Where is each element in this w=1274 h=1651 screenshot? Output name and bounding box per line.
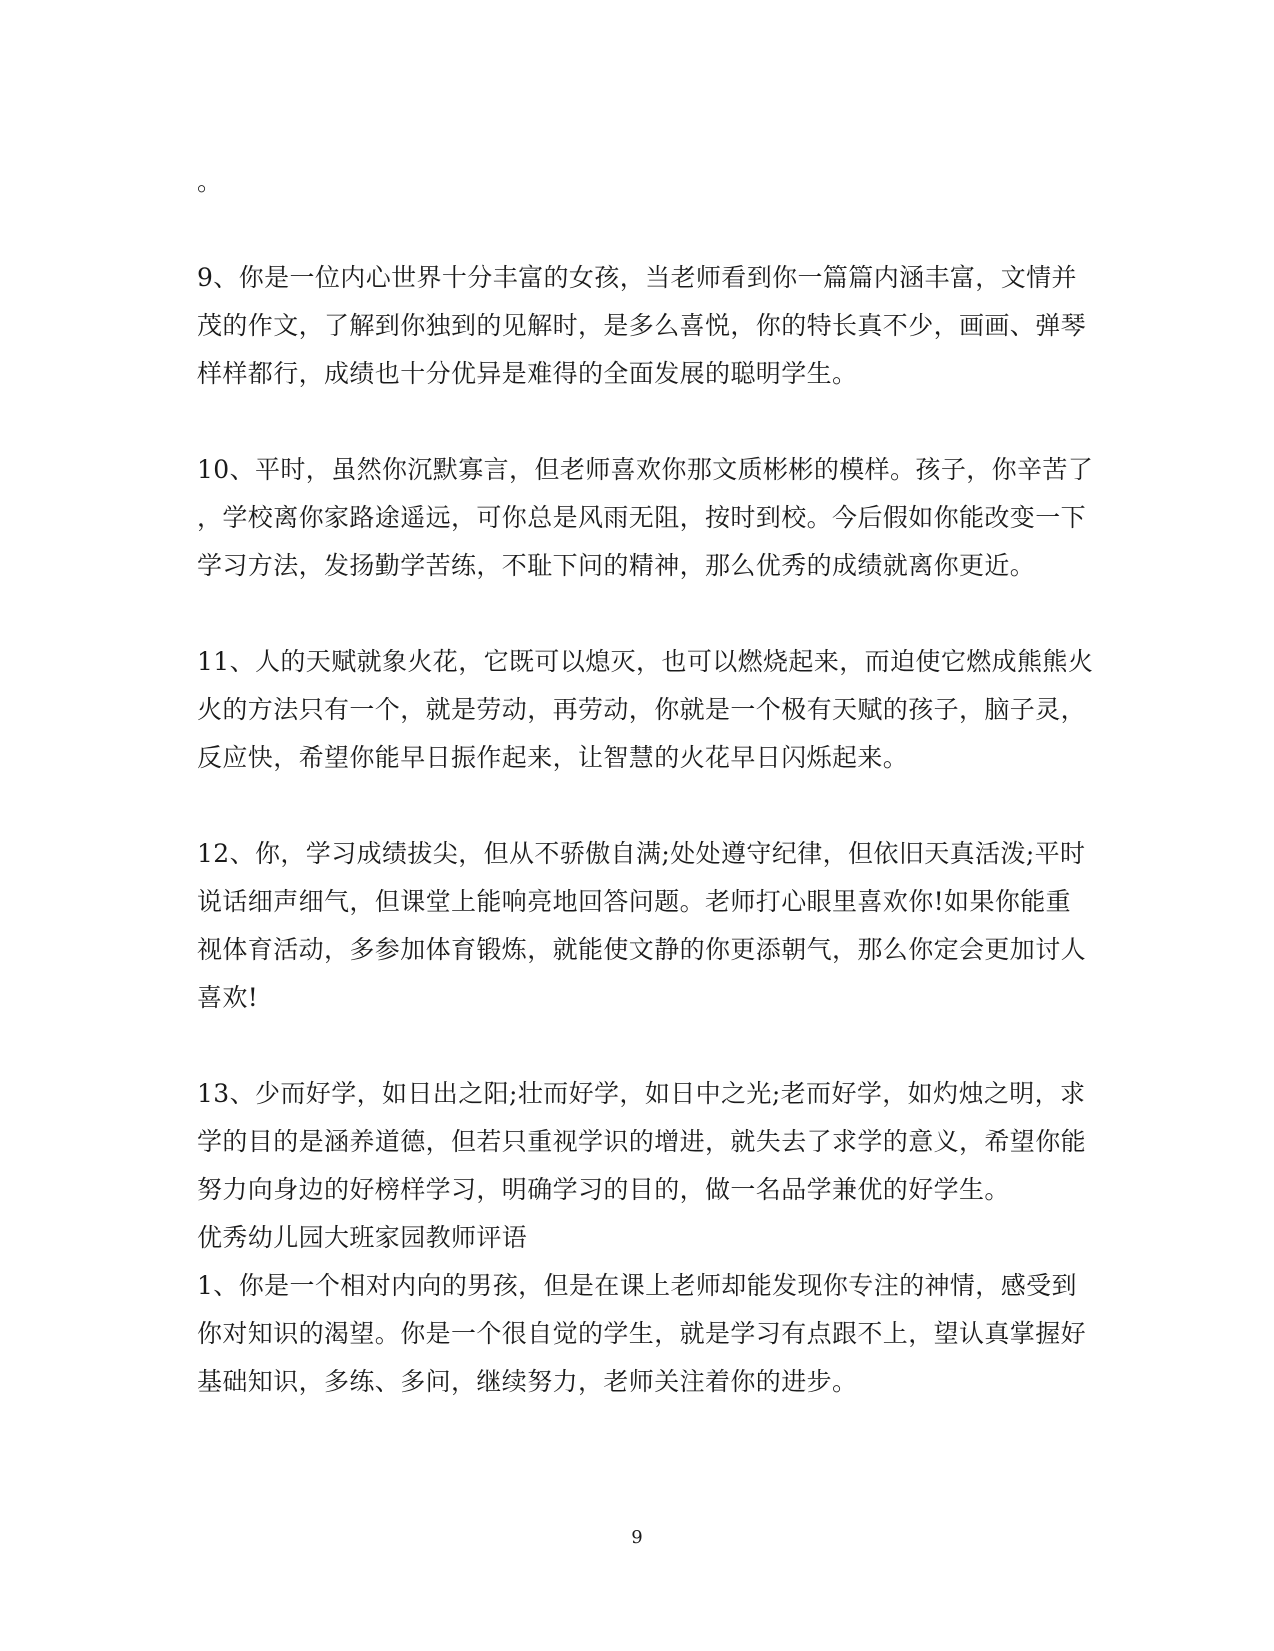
page-number: 9 bbox=[631, 1527, 643, 1548]
text-line: 12、你，学习成绩拔尖，但从不骄傲自满;处处遵守纪律，但依旧天真活泼;平时 bbox=[197, 839, 1086, 868]
text-line: 基础知识，多练、多问，继续努力，老师关注着你的进步。 bbox=[197, 1367, 858, 1396]
paragraph-gap bbox=[197, 590, 1077, 638]
text-line: 9、你是一位内心世界十分丰富的女孩，当老师看到你一篇篇内涵丰富，文情并 bbox=[197, 263, 1077, 292]
text-line: 茂的作文，了解到你独到的见解时，是多么喜悦，你的特长真不少，画画、弹琴 bbox=[197, 311, 1087, 340]
paragraph-gap bbox=[197, 398, 1077, 446]
paragraph-comment-11 bbox=[197, 638, 1094, 782]
paragraph-fragment bbox=[197, 158, 1077, 206]
text-line: 火的方法只有一个，就是劳动，再劳动，你就是一个极有天赋的孩子，脑子灵， bbox=[197, 695, 1087, 724]
text-line: 喜欢! bbox=[197, 983, 259, 1012]
paragraph-comment-10 bbox=[197, 446, 1094, 590]
paragraph-comment-13 bbox=[197, 1070, 1087, 1406]
text-line: 13、少而好学，如日出之阳;壮而好学，如日中之光;老而好学，如灼烛之明，求 bbox=[197, 1079, 1086, 1108]
text-line: 努力向身边的好榜样学习，明确学习的目的，做一名品学兼优的好学生。 bbox=[197, 1175, 1010, 1204]
text-line: 学习方法，发扬勤学苦练，不耻下问的精神，那么优秀的成绩就离你更近。 bbox=[197, 551, 1036, 580]
paragraph-comment-9 bbox=[197, 254, 1087, 398]
text-line: 说话细声细气，但课堂上能响亮地回答问题。老师打心眼里喜欢你!如果你能重 bbox=[197, 887, 1072, 916]
text-line: 样样都行，成绩也十分优异是难得的全面发展的聪明学生。 bbox=[197, 359, 858, 388]
paragraph-gap bbox=[197, 782, 1077, 830]
text-line: 学的目的是涵养道德，但若只重视学识的增进，就失去了求学的意义，希望你能 bbox=[197, 1127, 1087, 1156]
text-line: 10、平时，虽然你沉默寡言，但老师喜欢你那文质彬彬的模样。孩子，你辛苦了 bbox=[197, 455, 1094, 484]
text-line: 反应快，希望你能早日振作起来，让智慧的火花早日闪烁起来。 bbox=[197, 743, 909, 772]
paragraph-comment-12 bbox=[197, 830, 1087, 1022]
text-line: 你对知识的渴望。你是一个很自觉的学生，就是学习有点跟不上，望认真掌握好 bbox=[197, 1319, 1087, 1348]
text-line: 视体育活动，多参加体育锻炼，就能使文静的你更添朝气，那么你定会更加讨人 bbox=[197, 935, 1087, 964]
paragraph-gap bbox=[197, 1022, 1077, 1070]
section-heading: 优秀幼儿园大班家园教师评语 bbox=[197, 1223, 528, 1252]
paragraph-gap bbox=[197, 206, 1077, 254]
text-line: 11、人的天赋就象火花，它既可以熄灭，也可以燃烧起来，而迫使它燃成熊熊火 bbox=[197, 647, 1094, 676]
text-line: 1、你是一个相对内向的男孩，但是在课上老师却能发现你专注的神情，感受到 bbox=[197, 1271, 1077, 1300]
text-line: ，学校离你家路途遥远，可你总是风雨无阻，按时到校。今后假如你能改变一下 bbox=[197, 503, 1087, 532]
text-line: 。 bbox=[197, 167, 223, 196]
document-body bbox=[197, 158, 1094, 1406]
